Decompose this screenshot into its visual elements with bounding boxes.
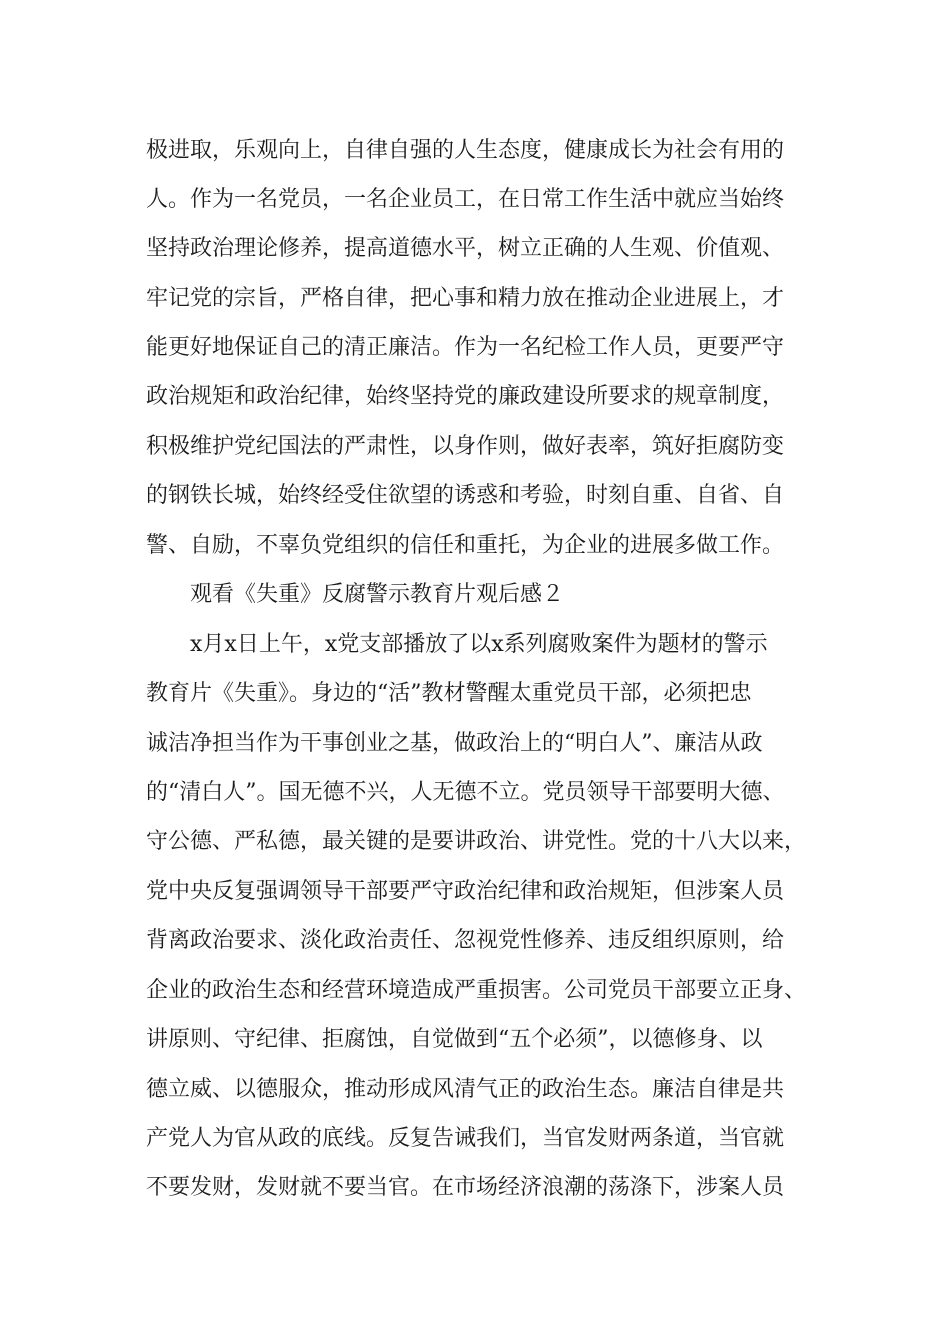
paragraph-line: 人。作为一名党员，一名企业员工，在日常工作生活中就应当始终 xyxy=(146,187,785,212)
paragraph-line: 牢记党的宗旨，严格自律，把心事和精力放在推动企业进展上，才 xyxy=(146,286,785,311)
paragraph-line: 党中央反复强调领导干部要严守政治纪律和政治规矩，但涉案人员 xyxy=(146,879,785,904)
paragraph-line: 能更好地保证自己的清正廉洁。作为一名纪检工作人员，更要严守 xyxy=(146,335,785,360)
paragraph-line: 政治规矩和政治纪律，始终坚持党的廉政建设所要求的规章制度， xyxy=(146,384,785,409)
paragraph-line: 坚持政治理论修养，提高道德水平，树立正确的人生观、价值观、 xyxy=(146,236,785,261)
paragraph-line: x月x日上午，x党支部播放了以x系列腐败案件为题材的警示 xyxy=(190,632,768,657)
paragraph-line: 企业的政治生态和经营环境造成严重损害。公司党员干部要立正身、 xyxy=(146,978,807,1003)
paragraph-line: 极进取，乐观向上，自律自强的人生态度，健康成长为社会有用的 xyxy=(146,138,785,163)
paragraph-line: 积极维护党纪国法的严肃性，以身作则，做好表率，筑好拒腐防变 xyxy=(146,434,785,459)
paragraph-line: 的“清白人”。国无德不兴，人无德不立。党员领导干部要明大德、 xyxy=(146,780,785,805)
paragraph-line: 的钢铁长城，始终经受住欲望的诱惑和考验，时刻自重、自省、自 xyxy=(146,483,785,508)
paragraph-line: 讲原则、守纪律、拒腐蚀，自觉做到“五个必须”，以德修身、以 xyxy=(146,1027,763,1052)
paragraph-line: 德立威、以德服众，推动形成风清气正的政治生态。廉洁自律是共 xyxy=(146,1077,785,1102)
paragraph-line: 诚洁净担当作为干事创业之基，做政治上的“明白人”、廉洁从政 xyxy=(146,731,763,756)
paragraph-line: 教育片《失重》。身边的“活”教材警醒太重党员干部，必须把忠 xyxy=(146,681,752,706)
section-heading: 观看《失重》反腐警示教育片观后感２ xyxy=(190,582,565,607)
paragraph-line: 背离政治要求、淡化政治责任、忽视党性修养、违反组织原则，给 xyxy=(146,928,785,953)
paragraph-line: 守公德、严私德，最关键的是要讲政治、讲党性。党的十八大以来， xyxy=(146,829,807,854)
paragraph-line: 不要发财，发财就不要当官。在市场经济浪潮的荡涤下，涉案人员 xyxy=(146,1175,785,1200)
paragraph-line: 警、自励，不辜负党组织的信任和重托，为企业的进展多做工作。 xyxy=(146,533,785,558)
paragraph-line: 产党人为官从政的底线。反复告诫我们，当官发财两条道，当官就 xyxy=(146,1126,785,1151)
